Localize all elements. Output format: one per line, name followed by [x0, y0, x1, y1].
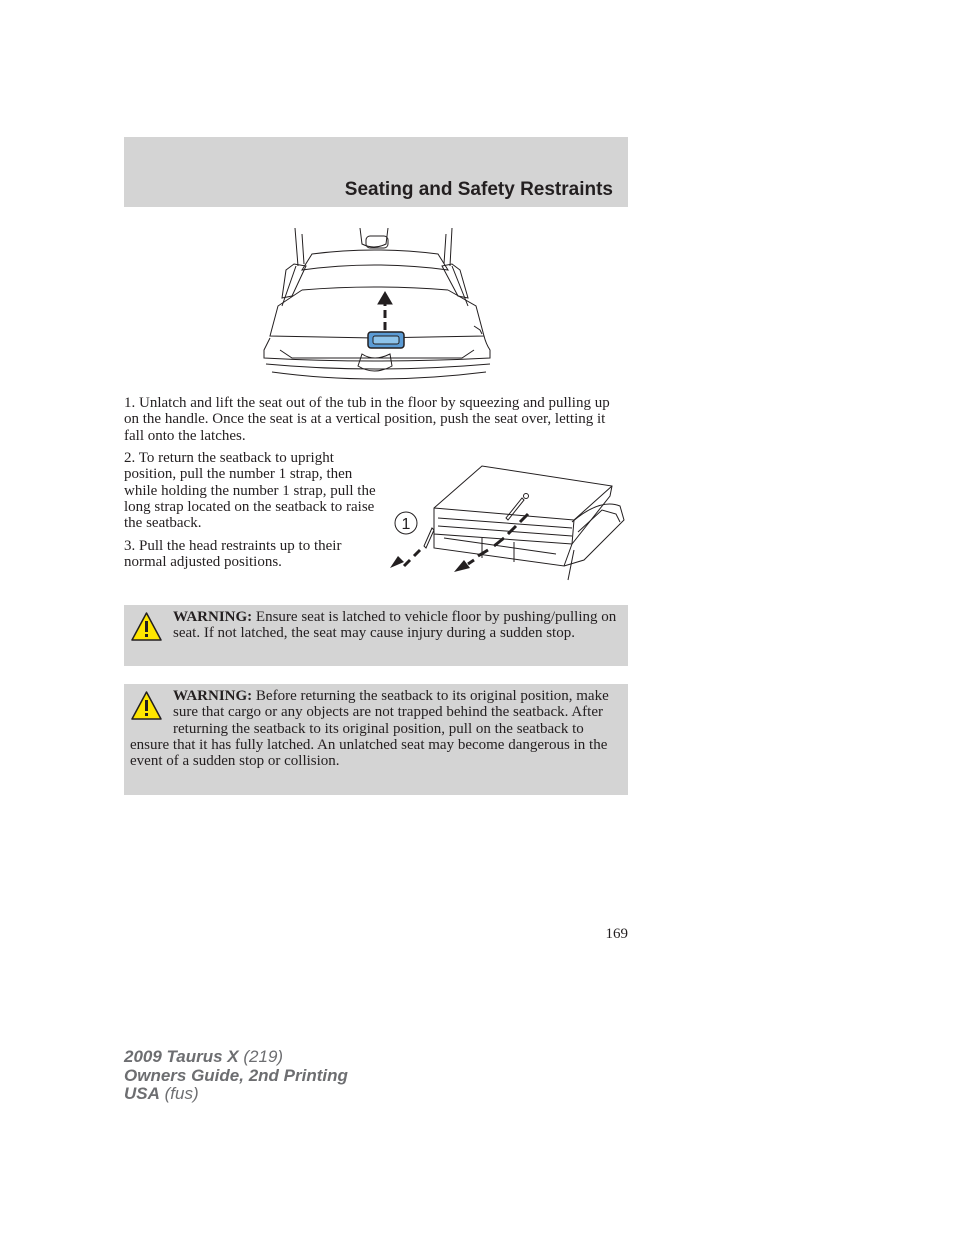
warning-box-latch — [124, 605, 628, 666]
step-1-text: 1. Unlatch and lift the seat out of the tub in the floor by squeezing and pulling up on the handle. Once the seat is at a vertical position, push the seat over, letting it fall onto the latches. — [124, 395, 610, 444]
cargo-seat-tub-illustration — [262, 226, 492, 382]
seatback-strap-illustration — [388, 462, 628, 584]
step-2-text: 2. To return the seatback to upright position, pull the number 1 strap, then while holding the number 1 strap, pull the long strap located on the seatback to raise the seatback. — [124, 450, 376, 532]
page-number: 169 — [605, 926, 628, 942]
warning-triangle-icon — [130, 611, 163, 643]
step-3-text: 3. Pull the head restraints up to their normal adjusted positions. — [124, 538, 342, 571]
strap-callout-number: 1 — [401, 516, 411, 533]
warning-label: WARNING: — [173, 688, 253, 704]
section-title: Seating and Safety Restraints — [344, 179, 613, 200]
footer-market-code: (fus) — [159, 1084, 199, 1103]
warning-text: Before returning the seatback to its original position, make sure that cargo or any objects are not trapped behind the seatback. After returning the seatback to its original position, pull on the seatback to ensure that it has fully latched. An unlatched seat may become dangerous in the event of a sudden stop or collision. — [130, 688, 609, 770]
document-footer — [124, 1048, 348, 1104]
footer-guide: Owners Guide, 2nd Printing — [124, 1065, 348, 1085]
warning-triangle-icon — [130, 690, 163, 722]
warning-label: WARNING: — [173, 609, 253, 625]
footer-model-code: (219) — [238, 1047, 284, 1066]
warning-box-cargo — [124, 684, 628, 795]
footer-model: 2009 Taurus X — [124, 1047, 239, 1066]
warning-text: Ensure seat is latched to vehicle floor by pushing/pulling on seat. If not latched, the seat may cause injury during a sudden stop. — [173, 609, 617, 642]
footer-market: USA — [124, 1084, 160, 1103]
section-header-band — [124, 137, 628, 207]
